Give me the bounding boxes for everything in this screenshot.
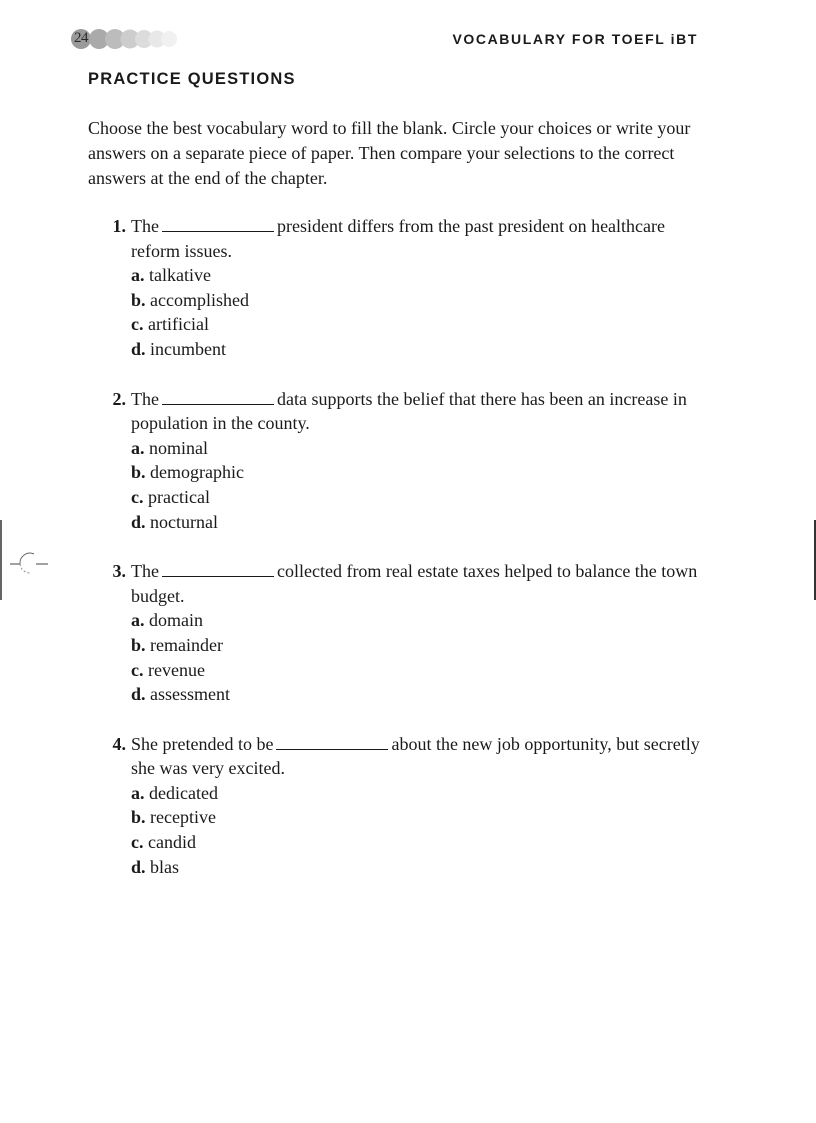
- stem-after-blank: collected from real estate taxes helped to balance the town budget.: [131, 561, 698, 606]
- option-letter: c.: [131, 314, 144, 335]
- stem-before-blank: The: [131, 388, 159, 409]
- option-letter: d.: [131, 684, 146, 705]
- question-number: 1.: [112, 216, 126, 236]
- option-c[interactable]: [131, 312, 704, 337]
- option-b[interactable]: [131, 288, 704, 313]
- option-letter: d.: [131, 511, 146, 532]
- option-letter: b.: [131, 462, 146, 483]
- question-stem: [131, 732, 704, 781]
- stem-before-blank: She pretended to be: [131, 733, 274, 754]
- option-a[interactable]: [131, 781, 704, 806]
- question-4: [104, 732, 704, 880]
- option-text: candid: [148, 832, 196, 853]
- crop-mark-icon: [0, 520, 50, 600]
- option-d[interactable]: [131, 682, 704, 707]
- answer-blank: [162, 562, 274, 577]
- question-3: [104, 559, 704, 707]
- answer-blank: [162, 217, 274, 232]
- option-letter: d.: [131, 338, 146, 359]
- option-b[interactable]: [131, 633, 704, 658]
- question-number: 3.: [112, 561, 126, 582]
- option-d[interactable]: [131, 855, 704, 880]
- option-a[interactable]: [131, 263, 704, 288]
- option-text: accomplished: [150, 289, 249, 310]
- stem-before-blank: The: [131, 216, 159, 236]
- question-stem: [131, 214, 704, 263]
- stem-after-blank: data supports the belief that there has been an increase in population in the county.: [131, 388, 687, 434]
- question-number: 4.: [112, 733, 126, 754]
- question-1: [104, 214, 704, 362]
- option-d[interactable]: [131, 337, 704, 362]
- page-number: 24: [74, 30, 88, 46]
- option-text: artificial: [148, 314, 209, 335]
- option-letter: a.: [131, 610, 145, 631]
- option-c[interactable]: [131, 485, 704, 510]
- stem-before-blank: The: [131, 561, 159, 582]
- instructions-paragraph: Choose the best vocabulary word to fill the blank. Circle your choices or write your answers on a separate piece of paper. Then compare your selections to the correct answers at the end of the chapter.: [88, 118, 691, 188]
- question-list: [104, 214, 704, 904]
- option-c[interactable]: [131, 830, 704, 855]
- option-letter: a.: [131, 437, 145, 458]
- option-letter: b.: [131, 289, 146, 310]
- option-text: nocturnal: [150, 511, 218, 532]
- stem-after-blank: about the new job opportunity, but secretly she was very excited.: [131, 733, 700, 779]
- question-stem: [131, 387, 704, 436]
- option-text: domain: [149, 610, 203, 631]
- option-a[interactable]: [131, 608, 704, 633]
- option-letter: c.: [131, 486, 144, 507]
- option-text: revenue: [148, 659, 205, 680]
- option-d[interactable]: [131, 510, 704, 535]
- option-text: dedicated: [149, 782, 218, 803]
- answer-blank: [162, 390, 274, 405]
- option-letter: c.: [131, 659, 144, 680]
- option-letter: a.: [131, 782, 145, 803]
- running-head: VOCABULARY FOR TOEFL iBT: [452, 31, 698, 47]
- option-text: receptive: [150, 807, 216, 828]
- question-stem: [131, 559, 704, 608]
- option-letter: d.: [131, 856, 146, 877]
- answer-blank: [276, 735, 388, 750]
- question-number: 2.: [112, 388, 126, 409]
- option-letter: b.: [131, 807, 146, 828]
- option-text: talkative: [149, 265, 211, 286]
- question-2: [104, 387, 704, 535]
- option-text: remainder: [150, 634, 223, 655]
- option-text: demographic: [150, 462, 244, 483]
- option-text: assessment: [150, 684, 231, 705]
- option-text: blas: [150, 856, 180, 877]
- option-letter: a.: [131, 265, 145, 286]
- option-a[interactable]: [131, 436, 704, 461]
- option-text: incumbent: [150, 338, 226, 359]
- stem-after-blank: president differs from the past president on healthcare reform issues.: [131, 216, 666, 261]
- section-title: PRACTICE QUESTIONS: [88, 70, 296, 88]
- option-c[interactable]: [131, 658, 704, 683]
- option-text: practical: [148, 486, 210, 507]
- option-text: nominal: [149, 437, 208, 458]
- option-b[interactable]: [131, 805, 704, 830]
- option-letter: b.: [131, 634, 146, 655]
- option-b[interactable]: [131, 460, 704, 485]
- page-number-badge: [70, 28, 182, 50]
- option-letter: c.: [131, 832, 144, 853]
